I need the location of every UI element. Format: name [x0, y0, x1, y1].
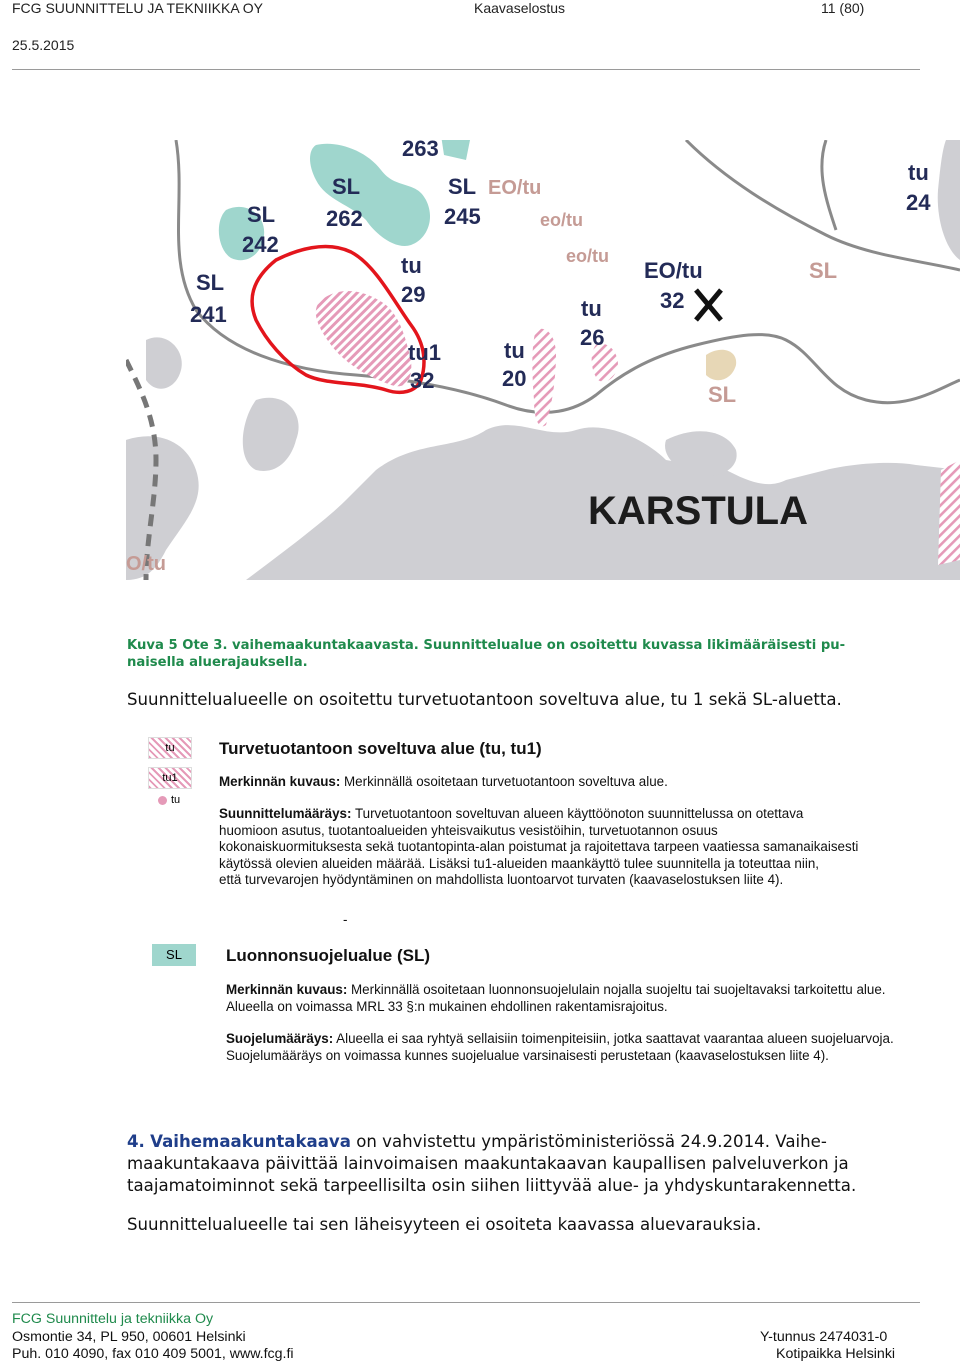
map-label: 263 [402, 140, 439, 161]
legend-symbol-tu-dot-label: tu [171, 794, 181, 806]
map-town-label: KARSTULA [588, 489, 808, 533]
legend-line: Merkinnällä osoitetaan luonnonsuojelulain nojalla suojeltu tai suojeltavaksi tarkoitettu alue. [351, 982, 886, 997]
plan-map-figure [126, 140, 960, 580]
footer-divider [12, 1302, 920, 1303]
map-label: 24 [906, 190, 931, 215]
map-label: 262 [326, 206, 363, 231]
map-label: eo/tu [540, 210, 583, 230]
map-label: SL [448, 174, 477, 199]
legend-symbol-sl: SL [152, 944, 196, 966]
section-4-paragraph [127, 1131, 927, 1197]
footer-address: Osmontie 34, PL 950, 00601 Helsinki [12, 1329, 246, 1345]
legend-tu-regulation [219, 806, 939, 889]
map-label: SL [708, 382, 737, 407]
legend-dash: - [343, 912, 348, 927]
legend-line: huomioon asutus, tuotantoalueiden yhteisvaikutus vesistöihin, turvetuotannon osuus [219, 822, 718, 838]
map-label: tu [401, 253, 422, 278]
map-label: tu1 [408, 340, 441, 365]
map-label: 26 [580, 325, 605, 350]
legend-symbol-tu1: tu1 [148, 767, 192, 789]
map-label: EO/tu [488, 177, 542, 199]
map-label: 241 [190, 302, 227, 327]
section-number: 4. [127, 1132, 145, 1151]
legend-line: Alueella on voimassa MRL 33 §:n mukainen ehdollinen rakentamisrajoitus. [226, 998, 668, 1014]
legend-dot-icon [158, 796, 167, 805]
legend-label: Suunnittelumääräys: [219, 806, 352, 821]
map-label: SL [332, 174, 361, 199]
map-label: 29 [401, 282, 426, 307]
map-label: 242 [242, 232, 279, 257]
section-line: maakuntakaava päivittää lainvoimaisen maakuntakaavan kaupallisen palveluverkon ja [127, 1154, 849, 1173]
legend-sl-description [226, 982, 946, 1015]
map-label: tu [581, 296, 602, 321]
header-divider [12, 69, 920, 70]
footer-domicile: Kotipaikka Helsinki [776, 1346, 896, 1362]
section-term: Vaihemaakuntakaava [150, 1132, 351, 1151]
legend-label: Suojelumääräys: [226, 1031, 334, 1046]
map-label: 20 [502, 366, 527, 391]
legend-line: kokonaiskuormituksesta sekä tuotantopinta-alan poistumat ja rajoitettava tarpeen vaatiessa samanaikaisesti [219, 839, 859, 854]
legend-label: Merkinnän kuvaus: [219, 774, 341, 789]
map-label: tu [504, 338, 525, 363]
paragraph-closing: Suunnittelualueelle tai sen läheisyyteen ei osoiteta kaavassa aluevarauksia. [127, 1215, 762, 1234]
legend-line: Turvetuotantoon soveltuvan alueen käyttöönoton suunnittelussa on otettava [354, 806, 804, 821]
map-label: 245 [444, 204, 481, 229]
footer-contact: Puh. 010 4090, fax 010 409 5001, www.fcg.fi [12, 1346, 294, 1362]
legend-value: Merkinnällä osoitetaan turvetuotantoon soveltuva alue. [344, 774, 668, 789]
footer-business-id: Y-tunnus 2474031-0 [760, 1329, 888, 1345]
figure-caption [127, 637, 927, 671]
caption-line: Kuva 5 Ote 3. vaihemaakuntakaavasta. Suunnittelualue on osoitettu kuvassa likimääräisesti pu- [127, 638, 846, 653]
legend-line: käytössä olevien alueiden määrää. Lisäksi tu1-alueiden maankäyttö tulee suunnitella ja toteuttaa niin, [219, 855, 819, 871]
legend-label: Merkinnän kuvaus: [226, 982, 348, 997]
header-date: 25.5.2015 [12, 37, 75, 53]
map-label: tu [908, 160, 929, 185]
map-label: 32 [660, 288, 685, 313]
map-label: EO/tu [644, 258, 703, 283]
map-label: SL [247, 202, 276, 227]
section-line: taajamatoiminnot sekä tarpeellisilta osin siihen liittyvää alue- ja yhdyskuntarakennetta. [127, 1176, 857, 1195]
header-company: FCG SUUNNITTELU JA TEKNIIKKA OY [12, 0, 264, 16]
legend-symbol-tu: tu [148, 737, 192, 759]
map-label: eo/tu [566, 246, 609, 266]
map-label: 32 [410, 368, 435, 393]
header-page-number: 11 (80) [821, 0, 865, 16]
header-doc-type: Kaavaselostus [474, 0, 566, 16]
map-label: SL [196, 270, 225, 295]
legend-line: että turvevarojen hyödyntäminen on mahdollista luontoarvot turvaten (kaavaselostuksen liite 4). [219, 872, 784, 887]
caption-line: naisella aluerajauksella. [127, 655, 308, 670]
legend-tu-description [219, 774, 939, 791]
map-label: O/tu [126, 553, 166, 575]
footer-company: FCG Suunnittelu ja tekniikka Oy [12, 1311, 214, 1327]
legend-line: Alueella ei saa ryhtyä sellaisiin toimenpiteisiin, jotka saattavat vaarantaa alueen suojeluarvoja. [336, 1031, 894, 1046]
section-line: on vahvistettu ympäristöministeriössä 24.9.2014. Vaihe- [350, 1132, 827, 1151]
legend-sl-title: Luonnonsuojelualue (SL) [226, 946, 430, 965]
legend-tu-title: Turvetuotantoon soveltuva alue (tu, tu1) [219, 739, 542, 758]
legend-line: Suojelumääräys on voimassa kunnes suojelualue varsinaisesti perustetaan (kaavaselostuksen liite 4). [226, 1047, 829, 1063]
map-label: SL [809, 258, 838, 283]
legend-sl-regulation [226, 1031, 950, 1064]
paragraph-intro: Suunnittelualueelle on osoitettu turvetuotantoon soveltuva alue, tu 1 sekä SL-aluetta. [127, 690, 842, 709]
